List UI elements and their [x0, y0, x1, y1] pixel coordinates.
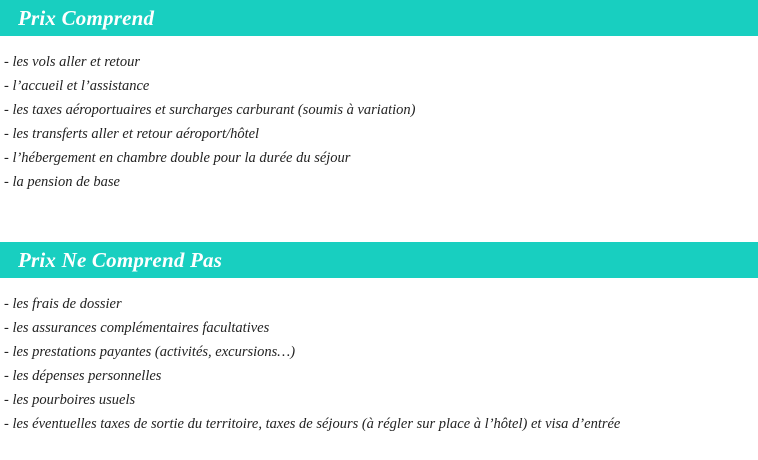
- section-prix-ne-comprend-pas: [0, 242, 758, 436]
- list-item: - les dépenses personnelles: [4, 368, 162, 384]
- list-item: - les transferts aller et retour aéroport/hôtel: [4, 126, 260, 142]
- list-item: - les taxes aéroportuaires et surcharges carburant (soumis à variation): [4, 102, 416, 118]
- list-item: - la pension de base: [4, 174, 120, 190]
- list-item: - les prestations payantes (activités, excursions…): [4, 344, 296, 360]
- section-body-prix-ne-comprend-pas: [0, 278, 758, 436]
- list-item: - l’hébergement en chambre double pour la durée du séjour: [4, 150, 351, 166]
- list-item: - l’accueil et l’assistance: [4, 78, 150, 94]
- list-item: - les assurances complémentaires facultatives: [4, 320, 270, 336]
- section-prix-comprend: [0, 0, 758, 194]
- section-gap-extra: [0, 228, 758, 242]
- list-item: - les pourboires usuels: [4, 392, 136, 408]
- section-title-prix-ne-comprend-pas: Prix Ne Comprend Pas: [0, 242, 758, 278]
- list-item: - les vols aller et retour: [4, 54, 140, 70]
- list-item: - les éventuelles taxes de sortie du territoire, taxes de séjours (à régler sur place à l’hôtel) et visa d’entrée: [4, 416, 621, 432]
- section-gap: [0, 194, 758, 228]
- section-body-prix-comprend: [0, 36, 758, 194]
- section-title-prix-comprend: Prix Comprend: [0, 0, 758, 36]
- list-item: - les frais de dossier: [4, 296, 122, 312]
